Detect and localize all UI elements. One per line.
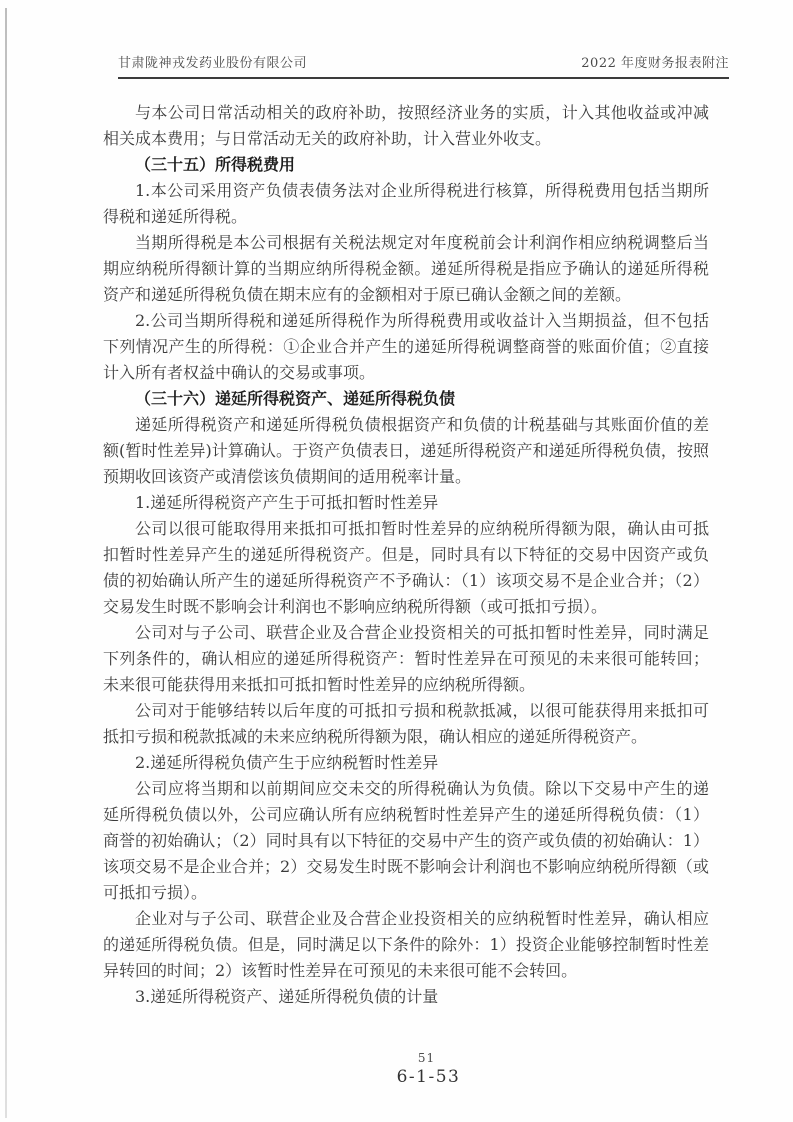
header-doc-title: 2022 年度财务报表附注: [581, 56, 729, 71]
paragraph-taxable-diff: 公司应将当期和以前期间应交未交的所得税确认为负债。除以下交易中产生的递延所得税负债以外，公司应确认所有应纳税暂时性差异产生的递延所得税负债：（1）商誉的初始确认；（2）同时具有以下特征的交易中产生的资产或负债的初始确认：1）该项交易不是企业合并；2）交易发生时既不影响会计利润也不影响应纳税所得额（或可抵扣亏损）。: [103, 779, 709, 902]
page-header: [118, 52, 729, 79]
subheading-measurement: 3.递延所得税资产、递延所得税负债的计量: [135, 987, 439, 1006]
subheading-deferred-asset: 1.递延所得税资产产生于可抵扣暂时性差异: [135, 493, 439, 512]
section-heading-36: （三十六）递延所得税资产、递延所得税负债: [135, 389, 456, 408]
paragraph-subsidiary-liability: 企业对与子公司、联营企业及合营企业投资相关的应纳税暂时性差异，确认相应的递延所得税负债。但是，同时满足以下条件的除外：1）投资企业能够控制暂时性差异转回的时间；2）该暂时性差异在可预见的未来很可能不会转回。: [103, 909, 709, 980]
section-heading-35: （三十五）所得税费用: [135, 155, 296, 174]
page-code: 6-1-53: [396, 1067, 461, 1087]
paragraph-loss-carryforward: 公司对于能够结转以后年度的可抵扣亏损和税款抵减，以很可能获得用来抵扣可抵扣亏损和税款抵减的未来应纳税所得额为限，确认相应的递延所得税资产。: [103, 701, 709, 746]
paragraph-income-tax-2: 2.公司当期所得税和递延所得税作为所得税费用或收益计入当期损益，但不包括下列情况产生的所得税：①企业合并产生的递延所得税调整商誉的账面价值；②直接计入所有者权益中确认的交易或事项。: [103, 311, 709, 382]
paragraph-income-tax-1: 1.本公司采用资产负债表债务法对企业所得税进行核算，所得税费用包括当期所得税和递延所得税。: [103, 181, 709, 226]
paragraph-gov-subsidy: 与本公司日常活动相关的政府补助，按照经济业务的实质，计入其他收益或冲减相关成本费用；与日常活动无关的政府补助，计入营业外收支。: [103, 103, 709, 148]
page-number: 51: [417, 1051, 436, 1065]
header-company-name: 甘肃陇神戎发药业股份有限公司: [118, 56, 308, 71]
paragraph-deductible-diff: 公司以很可能取得用来抵扣可抵扣暂时性差异的应纳税所得额为限，确认由可抵扣暂时性差异产生的递延所得税资产。但是，同时具有以下特征的交易中因资产或负债的初始确认所产生的递延所得税资产不予确认：（1）该项交易不是企业合并；（2）交易发生时既不影响会计利润也不影响应纳税所得额（或可抵扣亏损）。: [103, 519, 709, 616]
document-body: [103, 100, 709, 1010]
subheading-deferred-liability: 2.递延所得税负债产生于应纳税暂时性差异: [135, 753, 439, 772]
scan-edge-artifact: [5, 8, 7, 1118]
paragraph-current-tax: 当期所得税是本公司根据有关税法规定对年度税前会计利润作相应纳税调整后当期应纳税所得额计算的当期应纳所得税金额。递延所得税是指应予确认的递延所得税资产和递延所得税负债在期末应有的金额相对于原已确认金额之间的差额。: [103, 233, 709, 304]
page-footer: [0, 1051, 793, 1087]
paragraph-subsidiary-asset: 公司对与子公司、联营企业及合营企业投资相关的可抵扣暂时性差异，同时满足下列条件的，确认相应的递延所得税资产：暂时性差异在可预见的未来很可能转回；未来很可能获得用来抵扣可抵扣暂时性差异的应纳税所得额。: [103, 623, 709, 694]
paragraph-deferred-basis: 递延所得税资产和递延所得税负债根据资产和负债的计税基础与其账面价值的差额(暂时性差异)计算确认。于资产负债表日，递延所得税资产和递延所得税负债，按照预期收回该资产或清偿该负债期间的适用税率计量。: [103, 415, 709, 486]
